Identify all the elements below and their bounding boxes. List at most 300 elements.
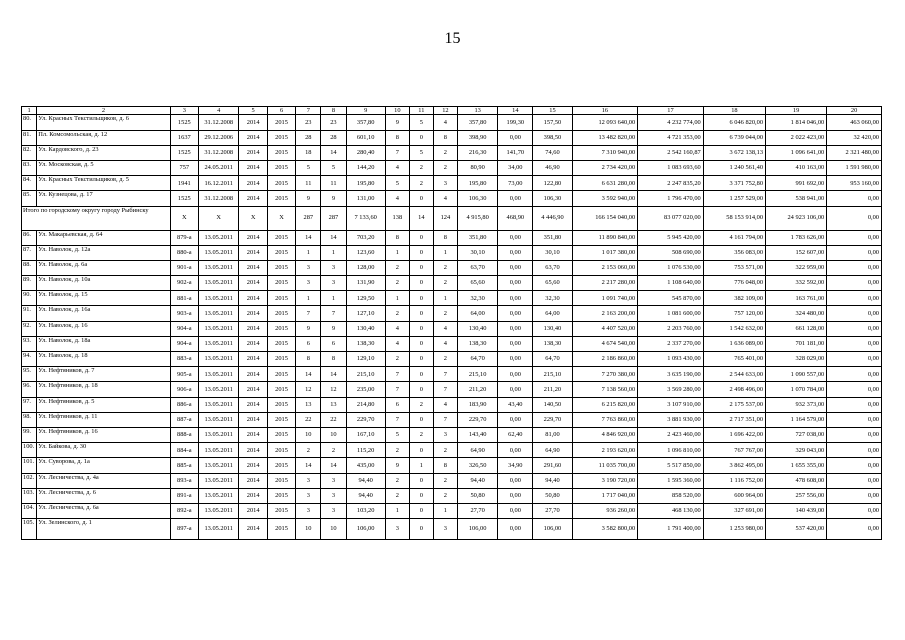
table-cell: 13.05.2011 <box>199 473 239 488</box>
table-cell: 2015 <box>267 145 295 160</box>
table-cell: 1 070 784,00 <box>766 382 827 397</box>
table-cell: 858 520,00 <box>638 488 704 503</box>
table-cell: 2 <box>385 488 409 503</box>
table-cell: 13.05.2011 <box>199 382 239 397</box>
table-row <box>22 291 882 306</box>
table-cell: 0,00 <box>498 367 533 382</box>
table-cell: 1941 <box>170 176 198 191</box>
table-cell: 351,80 <box>457 230 497 245</box>
total-cell: 4 915,80 <box>457 206 497 230</box>
table-cell: 13 <box>321 397 346 412</box>
table-cell: 8 <box>385 230 409 245</box>
table-cell: 1 696 422,00 <box>703 427 765 442</box>
table-cell: 30,10 <box>457 245 497 260</box>
table-cell: 103,20 <box>346 503 385 518</box>
table-cell: 727 038,00 <box>766 427 827 442</box>
table-cell: 2 498 496,00 <box>703 382 765 397</box>
table-cell: 2014 <box>239 145 267 160</box>
table-cell: 31.12.2008 <box>199 145 239 160</box>
table-cell: 2 734 420,00 <box>572 160 638 175</box>
table-cell: 144,20 <box>346 160 385 175</box>
table-cell: 0 <box>409 473 433 488</box>
table-cell: 2015 <box>267 519 295 540</box>
table-cell: 2 <box>409 176 433 191</box>
table-cell: 7 <box>433 382 457 397</box>
table-cell: 106,00 <box>346 519 385 540</box>
table-cell: 2 <box>385 260 409 275</box>
table-cell: 2015 <box>267 488 295 503</box>
table-cell: 13.05.2011 <box>199 260 239 275</box>
table-cell: 3 <box>433 176 457 191</box>
table-cell: 2014 <box>239 191 267 206</box>
table-cell: 229,70 <box>533 412 572 427</box>
table-cell: 1 <box>296 245 321 260</box>
table-cell: 545 870,00 <box>638 291 704 306</box>
table-cell: 8 <box>296 352 321 367</box>
address-cell: Ул. Нефтяников, д. 11 <box>37 412 170 427</box>
table-cell: 5 <box>409 115 433 130</box>
table-cell: 2 337 270,00 <box>638 336 704 351</box>
table-cell: 229,70 <box>346 412 385 427</box>
table-cell: 13.05.2011 <box>199 276 239 291</box>
table-cell: 257 556,00 <box>766 488 827 503</box>
total-cell: 83 077 020,00 <box>638 206 704 230</box>
table-cell: 14 <box>321 367 346 382</box>
table-cell: 2015 <box>267 321 295 336</box>
table-cell: 0,00 <box>827 382 882 397</box>
table-cell: 24.05.2011 <box>199 160 239 175</box>
row-number: 85. <box>22 191 37 206</box>
table-cell: 1 636 089,00 <box>703 336 765 351</box>
table-cell: 767 767,00 <box>703 443 765 458</box>
table-cell: 7 <box>385 367 409 382</box>
table-cell: 10 <box>296 427 321 442</box>
table-cell: 0,00 <box>827 367 882 382</box>
table-cell: 2014 <box>239 306 267 321</box>
table-cell: 886-а <box>170 397 198 412</box>
table-cell: 3 582 800,00 <box>572 519 638 540</box>
table-cell: 65,60 <box>457 276 497 291</box>
table-cell: 235,00 <box>346 382 385 397</box>
table-cell: 65,60 <box>533 276 572 291</box>
table-cell: 901-а <box>170 260 198 275</box>
table-cell: 0,00 <box>827 260 882 275</box>
table-cell: 892-а <box>170 503 198 518</box>
table-cell: 2014 <box>239 443 267 458</box>
address-cell: Ул. Суворова, д. 1а <box>37 458 170 473</box>
table-cell: 2 <box>433 276 457 291</box>
column-number: 3 <box>170 107 198 115</box>
table-cell: 2015 <box>267 443 295 458</box>
table-cell: 2014 <box>239 427 267 442</box>
table-cell: 0 <box>409 382 433 397</box>
table-cell: 0 <box>409 443 433 458</box>
total-label: Итого по городскому округу городу Рыбинску <box>22 206 171 230</box>
column-number-row <box>22 107 882 115</box>
table-cell: 0,00 <box>827 473 882 488</box>
table-cell: 328 029,00 <box>766 352 827 367</box>
table-row <box>22 230 882 245</box>
table-row <box>22 191 882 206</box>
table-cell: 757 <box>170 160 198 175</box>
table-cell: 7 <box>385 145 409 160</box>
row-number: 103. <box>22 488 37 503</box>
table-cell: 129,10 <box>346 352 385 367</box>
table-row <box>22 427 882 442</box>
table-cell: 64,00 <box>457 306 497 321</box>
table-cell: 211,20 <box>457 382 497 397</box>
table-cell: 2 <box>409 160 433 175</box>
table-cell: 2 <box>433 160 457 175</box>
table-cell: 63,70 <box>457 260 497 275</box>
table-cell: 0,00 <box>498 382 533 397</box>
table-cell: 2014 <box>239 176 267 191</box>
table-cell: 0,00 <box>498 245 533 260</box>
table-cell: 64,70 <box>457 352 497 367</box>
table-cell: 2015 <box>267 260 295 275</box>
table-cell: 6 046 820,00 <box>703 115 765 130</box>
table-cell: 22 <box>321 412 346 427</box>
table-cell: 6 <box>321 336 346 351</box>
table-cell: 4 <box>385 191 409 206</box>
table-cell: 106,30 <box>457 191 497 206</box>
table-cell: 2 <box>385 473 409 488</box>
table-cell: 2014 <box>239 519 267 540</box>
table-cell: 128,00 <box>346 260 385 275</box>
column-number: 10 <box>385 107 409 115</box>
table-cell: 14 <box>296 367 321 382</box>
table-cell: 14 <box>321 145 346 160</box>
address-cell: Ул. Кузнецова, д. 17 <box>37 191 170 206</box>
total-cell: Х <box>267 206 295 230</box>
row-number: 99. <box>22 427 37 442</box>
table-cell: 32,30 <box>533 291 572 306</box>
table-cell: 1 093 430,00 <box>638 352 704 367</box>
table-cell: 5 945 420,00 <box>638 230 704 245</box>
table-cell: 9 <box>385 115 409 130</box>
table-cell: 0 <box>409 412 433 427</box>
column-number: 19 <box>766 107 827 115</box>
table-cell: 138,30 <box>457 336 497 351</box>
table-cell: 4 232 774,00 <box>638 115 704 130</box>
column-number: 9 <box>346 107 385 115</box>
table-cell: 229,70 <box>457 412 497 427</box>
table-cell: 0 <box>409 260 433 275</box>
table-cell: 2014 <box>239 115 267 130</box>
table-cell: 0,00 <box>498 519 533 540</box>
table-cell: 214,80 <box>346 397 385 412</box>
table-cell: 2014 <box>239 397 267 412</box>
table-cell: 27,70 <box>457 503 497 518</box>
table-cell: 1525 <box>170 145 198 160</box>
table-cell: 1 017 380,00 <box>572 245 638 260</box>
table-cell: 884-а <box>170 443 198 458</box>
table-cell: 3 569 280,00 <box>638 382 704 397</box>
table-cell: 6 631 280,00 <box>572 176 638 191</box>
table-cell: 22 <box>296 412 321 427</box>
table-cell: 2 321 480,00 <box>827 145 882 160</box>
table-cell: 5 <box>385 427 409 442</box>
table-cell: 0,00 <box>827 458 882 473</box>
table-cell: 2 <box>433 145 457 160</box>
table-cell: 11 035 700,00 <box>572 458 638 473</box>
table-cell: 0,00 <box>827 321 882 336</box>
row-number: 88. <box>22 260 37 275</box>
table-cell: 0,00 <box>827 191 882 206</box>
page-number: 15 <box>444 30 461 47</box>
table-cell: 280,40 <box>346 145 385 160</box>
table-cell: 0,00 <box>827 336 882 351</box>
table-cell: 28 <box>296 130 321 145</box>
table-cell: 5 <box>321 160 346 175</box>
column-number: 5 <box>239 107 267 115</box>
table-cell: 7 <box>296 306 321 321</box>
table-cell: 2014 <box>239 367 267 382</box>
table-cell: 3 <box>321 276 346 291</box>
table-cell: 332 592,00 <box>766 276 827 291</box>
table-cell: 2015 <box>267 503 295 518</box>
table-cell: 0 <box>409 230 433 245</box>
table-cell: 0 <box>409 488 433 503</box>
table-cell: 3 672 138,13 <box>703 145 765 160</box>
table-cell: 4 846 920,00 <box>572 427 638 442</box>
total-cell: 7 133,60 <box>346 206 385 230</box>
table-cell: 81,00 <box>533 427 572 442</box>
table-cell: 1 783 626,00 <box>766 230 827 245</box>
table-cell: 538 941,00 <box>766 191 827 206</box>
table-cell: 6 215 820,00 <box>572 397 638 412</box>
table-row <box>22 260 882 275</box>
table-row <box>22 321 882 336</box>
table-cell: 3 862 495,00 <box>703 458 765 473</box>
table-row <box>22 276 882 291</box>
table-cell: 2015 <box>267 367 295 382</box>
table-cell: 7 <box>433 367 457 382</box>
table-cell: 73,00 <box>498 176 533 191</box>
table-cell: 2015 <box>267 412 295 427</box>
table-cell: 10 <box>321 519 346 540</box>
address-cell: Ул. Наволок, д. 16 <box>37 321 170 336</box>
table-cell: 215,10 <box>457 367 497 382</box>
table-cell: 0,00 <box>498 488 533 503</box>
table-cell: 27,70 <box>533 503 572 518</box>
table-cell: 32 420,00 <box>827 130 882 145</box>
row-number: 101. <box>22 458 37 473</box>
table-cell: 2015 <box>267 160 295 175</box>
table-cell: 1 <box>433 503 457 518</box>
table-cell: 2 <box>385 443 409 458</box>
table-cell: 23 <box>296 115 321 130</box>
table-cell: 2015 <box>267 306 295 321</box>
total-cell: 4 446,90 <box>533 206 572 230</box>
table-row <box>22 397 882 412</box>
table-cell: 195,80 <box>346 176 385 191</box>
table-cell: 2015 <box>267 191 295 206</box>
table-cell: 4 161 794,00 <box>703 230 765 245</box>
table-cell: 31.12.2008 <box>199 115 239 130</box>
table-cell: 2014 <box>239 336 267 351</box>
table-cell: 1 717 040,00 <box>572 488 638 503</box>
table-cell: 3 <box>321 260 346 275</box>
table-cell: 3 <box>433 427 457 442</box>
table-cell: 16.12.2011 <box>199 176 239 191</box>
table-cell: 4 <box>433 115 457 130</box>
column-number: 6 <box>267 107 295 115</box>
table-cell: 0,00 <box>827 443 882 458</box>
table-cell: 9 <box>385 458 409 473</box>
table-cell: 1 <box>385 245 409 260</box>
table-row <box>22 336 882 351</box>
address-cell: Пл. Комсомольская, д. 12 <box>37 130 170 145</box>
table-cell: 127,10 <box>346 306 385 321</box>
table-cell: 216,30 <box>457 145 497 160</box>
table-cell: 0,00 <box>827 291 882 306</box>
table-cell: 50,80 <box>457 488 497 503</box>
table-cell: 2 175 537,00 <box>703 397 765 412</box>
table-cell: 2 186 860,00 <box>572 352 638 367</box>
table-cell: 13.05.2011 <box>199 352 239 367</box>
total-cell: Х <box>170 206 198 230</box>
row-number: 86. <box>22 230 37 245</box>
table-cell: 1 814 046,00 <box>766 115 827 130</box>
table-cell: 2014 <box>239 321 267 336</box>
table-cell: 0,00 <box>498 321 533 336</box>
table-cell: 322 959,00 <box>766 260 827 275</box>
table-cell: 0,00 <box>498 191 533 206</box>
table-cell: 2015 <box>267 115 295 130</box>
table-cell: 2 <box>433 352 457 367</box>
address-cell: Ул. Нефтяников, д. 5 <box>37 397 170 412</box>
table-cell: 2 <box>433 306 457 321</box>
address-cell: Ул. Наволок, д. 12а <box>37 245 170 260</box>
table-cell: 1 257 529,00 <box>703 191 765 206</box>
table-cell: 2 <box>321 443 346 458</box>
total-cell: 14 <box>409 206 433 230</box>
table-cell: 765 401,00 <box>703 352 765 367</box>
table-cell: 2014 <box>239 382 267 397</box>
table-row <box>22 443 882 458</box>
table-row <box>22 519 882 540</box>
table-cell: 2014 <box>239 291 267 306</box>
table-cell: 140,50 <box>533 397 572 412</box>
table-cell: 140 439,00 <box>766 503 827 518</box>
table-cell: 23 <box>321 115 346 130</box>
table-cell: 11 <box>296 176 321 191</box>
row-number: 90. <box>22 291 37 306</box>
table-cell: 0 <box>409 130 433 145</box>
table-cell: 130,40 <box>533 321 572 336</box>
total-cell: 124 <box>433 206 457 230</box>
table-cell: 8 <box>385 130 409 145</box>
table-row <box>22 488 882 503</box>
table-cell: 0 <box>409 291 433 306</box>
table-cell: 2 203 760,00 <box>638 321 704 336</box>
row-number: 80. <box>22 115 37 130</box>
table-cell: 2 022 423,00 <box>766 130 827 145</box>
table-cell: 4 <box>433 397 457 412</box>
table-cell: 0,00 <box>498 230 533 245</box>
table-cell: 13.05.2011 <box>199 488 239 503</box>
table-cell: 0,00 <box>827 306 882 321</box>
table-cell: 167,10 <box>346 427 385 442</box>
table-cell: 1 <box>433 245 457 260</box>
table-cell: 701 181,00 <box>766 336 827 351</box>
table-cell: 1 240 561,40 <box>703 160 765 175</box>
table-cell: 661 128,00 <box>766 321 827 336</box>
table-cell: 753 571,00 <box>703 260 765 275</box>
table-cell: 1 791 400,00 <box>638 519 704 540</box>
table-cell: 64,70 <box>533 352 572 367</box>
table-cell: 2014 <box>239 245 267 260</box>
table-cell: 904-а <box>170 336 198 351</box>
table-cell: 10 <box>321 427 346 442</box>
table-cell: 80,90 <box>457 160 497 175</box>
column-number: 2 <box>37 107 170 115</box>
table-cell: 1 096 641,00 <box>766 145 827 160</box>
column-number: 12 <box>433 107 457 115</box>
address-cell: Ул. Наволок, д. 6а <box>37 260 170 275</box>
table-row <box>22 306 882 321</box>
table-cell: 14 <box>296 230 321 245</box>
table-cell: 1 595 360,00 <box>638 473 704 488</box>
table-cell: 398,50 <box>533 130 572 145</box>
table-cell: 3 <box>296 503 321 518</box>
table-cell: 0,00 <box>827 519 882 540</box>
row-number: 93. <box>22 336 37 351</box>
table-cell: 891-а <box>170 488 198 503</box>
table-cell: 62,40 <box>498 427 533 442</box>
table-cell: 2 <box>433 473 457 488</box>
table-cell: 64,00 <box>533 306 572 321</box>
table-cell: 138,30 <box>346 336 385 351</box>
table-cell: 4 <box>433 321 457 336</box>
table-cell: 0,00 <box>827 397 882 412</box>
row-number: 98. <box>22 412 37 427</box>
table-cell: 1 083 693,60 <box>638 160 704 175</box>
table-cell: 4 674 540,00 <box>572 336 638 351</box>
table-cell: 3 <box>321 488 346 503</box>
table-cell: 143,40 <box>457 427 497 442</box>
table-cell: 600 964,00 <box>703 488 765 503</box>
table-cell: 893-а <box>170 473 198 488</box>
table-cell: 7 310 940,00 <box>572 145 638 160</box>
table-cell: 3 371 752,80 <box>703 176 765 191</box>
table-cell: 4 <box>385 336 409 351</box>
table-cell: 2014 <box>239 488 267 503</box>
table-cell: 3 <box>321 503 346 518</box>
column-number: 17 <box>638 107 704 115</box>
row-number: 100. <box>22 443 37 458</box>
table-cell: 904-а <box>170 321 198 336</box>
table-cell: 1 <box>385 291 409 306</box>
table-cell: 7 <box>321 306 346 321</box>
table-cell: 12 <box>296 382 321 397</box>
table-row <box>22 352 882 367</box>
table-cell: 6 <box>385 397 409 412</box>
table-cell: 0,00 <box>498 276 533 291</box>
table-cell: 903-а <box>170 306 198 321</box>
table-cell: 13.05.2011 <box>199 443 239 458</box>
table-cell: 2 <box>385 352 409 367</box>
table-cell: 2 <box>385 306 409 321</box>
table-cell: 13.05.2011 <box>199 412 239 427</box>
table-cell: 2015 <box>267 130 295 145</box>
table-cell: 7 270 380,00 <box>572 367 638 382</box>
row-number: 81. <box>22 130 37 145</box>
table-cell: 1 081 600,00 <box>638 306 704 321</box>
table-cell: 13.05.2011 <box>199 427 239 442</box>
table-cell: 0 <box>409 276 433 291</box>
